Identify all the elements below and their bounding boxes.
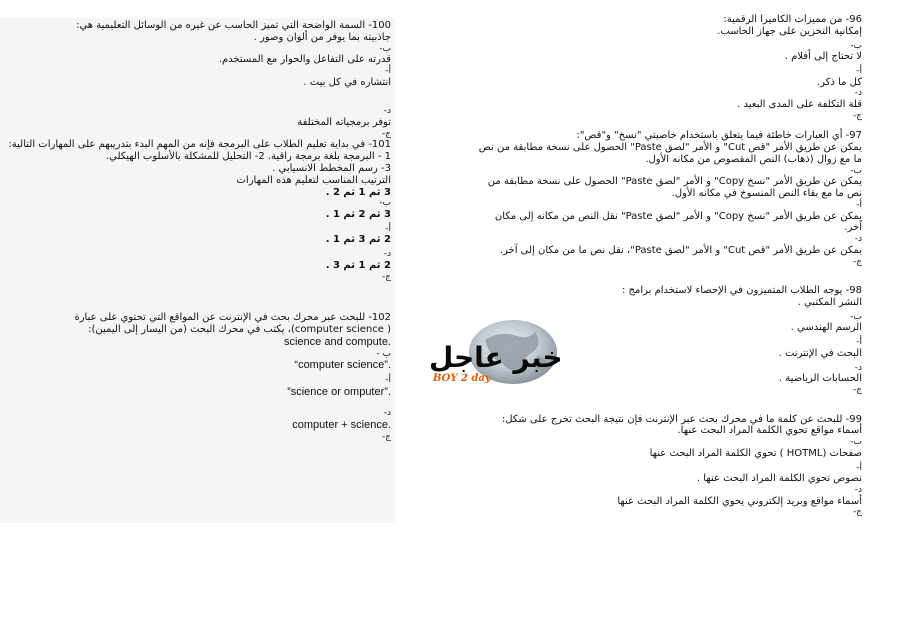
watermark-logo (425, 318, 590, 388)
q101-option-4: 2 ثم 1 ثم 3 . (325, 259, 391, 271)
q102-label-2: أ- (385, 375, 391, 386)
q99-option-1: أسماء مواقع تحوي الكلمة المراد البحث عنها. (677, 425, 862, 437)
q101-skill-1: 1 - البرمجة بلغة برمجة راقية. 2- التحليل للمشكلة بالأسلوب الهيكلي. (105, 151, 391, 163)
q101-option-3: 2 ثم 3 ثم 1 . (325, 234, 391, 246)
q101-label-3: د- (383, 249, 391, 260)
q98-option-4: الحسابات الرياضية . (778, 373, 862, 385)
q97-label-1: ب- (850, 165, 862, 176)
question-102-title-line2: ( computer science)، يكتب في محرك البحث (من اليسار إلى اليمين): (88, 324, 391, 336)
q102-option-4: computer + science. (292, 418, 391, 431)
question-97-title: 97- أي العبارات خاطئة فيما يتعلق باستخدام خاصيتي "نسخ" و"قص": (576, 130, 862, 142)
q101-label-1: ب- (379, 198, 391, 209)
q100-label-1: ب- (379, 43, 391, 54)
question-100-title: 100- السمة الواضحة التي تميز الحاسب عن غيره من الوسائل التعليمية هي: (76, 20, 391, 31)
q100-label-3: د- (383, 106, 391, 117)
q98-option-1: النشر المكتبي . (797, 297, 862, 309)
q101-order-intro: الترتيب المناسب لتعليم هذه المهارات (236, 174, 391, 186)
q101-option-2: 3 ثم 2 ثم 1 . (325, 209, 391, 221)
watermark-subtitle: BOY 2 day (433, 373, 491, 384)
q100-label-4: ج- (381, 128, 391, 139)
q101-label-2: أ- (385, 223, 391, 234)
q97-label-3: د- (854, 234, 862, 245)
question-96-title: 96- من مميزات الكاميرا الرقمية: (723, 14, 862, 25)
watermark-title (429, 341, 563, 374)
watermark-title-text: خبر عاجل (429, 341, 563, 374)
q99-label-3: د- (854, 485, 862, 496)
q100-option-4: توفر برمجياته المختلفة (297, 117, 391, 129)
q96-option-2: لا تحتاج إلى أفلام . (784, 51, 862, 63)
q97-label-2: أ- (856, 200, 862, 211)
q96-label-3: د- (854, 88, 862, 99)
right-column (478, 12, 866, 518)
q101-label-4: ج- (381, 271, 391, 282)
q96-option-3: كل ما ذكر. (816, 76, 862, 88)
q96-option-4: قلة التكلفة على المدى البعيد . (737, 99, 862, 111)
q102-label-3: د- (383, 407, 391, 418)
q97-option-3: يمكن عن طريق الأمر "نسخ Copy" و الأمر "لصق Paste" نقل النص من مكانه إلى مكان آخر. (494, 210, 862, 234)
q100-option-2: قدرته على التفاعل والحوار مع المستخدم. (218, 54, 391, 66)
q98-label-1: ب- (850, 311, 862, 322)
q99-option-4: أسماء مواقع وبريد إلكتروني يحوي الكلمة المراد البحث عنها (617, 495, 862, 507)
q99-option-3: نصوص تحوي الكلمة المراد البحث عنها . (696, 473, 862, 485)
q98-option-3: البحث في الإنترنت . (778, 347, 862, 359)
q98-option-2: الرسم الهندسي . (790, 322, 862, 334)
question-98-title: 98- يوجه الطلاب المتميزون في الإحصاء لاستخدام برامج : (621, 285, 862, 297)
q99-label-2: أ- (856, 462, 862, 473)
q98-label-4: ج- (852, 385, 862, 396)
q97-option-4: يمكن عن طريق الأمر "قص Cut" و الأمر "لصق Paste"، نقل نص ما من مكان إلى آخر. (499, 244, 862, 256)
q97-label-4: ج- (852, 256, 862, 267)
q96-option-1: إمكانية التخزين على جهاز الحاسب. (717, 25, 862, 37)
question-99-title: 99- للبحث عن كلمة ما في محرك بحث عبر الإنترنت فإن نتيجة البحث تخرج على شكل: (501, 413, 862, 425)
q101-option-1: 3 ثم 1 ثم 2 . (325, 186, 391, 198)
q100-label-2: أ- (385, 66, 391, 76)
q96-label-2: أ- (856, 66, 862, 76)
q100-option-3: انتشاره في كل بيت . (303, 76, 391, 88)
q98-label-3: د- (854, 362, 862, 373)
question-101-title: 101- في بداية تعليم الطلاب على البرمجة فإنه من المهم البدء بتدريبهم على المهارات التالية: (8, 139, 391, 151)
q99-label-4: ج- (852, 507, 862, 518)
q99-label-1: ب- (850, 437, 862, 448)
q102-option-1: science and compute. (283, 335, 391, 348)
question-102-title: 102- للبحث عبر محرك بحث في الإنترنت عن المواقع التي تحتوي على عبارة (74, 312, 391, 324)
q101-skill-2: 3- رسم المخطط الانسيابي . (272, 163, 391, 175)
q100-option-1: جاذبيته بما يوفر من ألوان وصور . (253, 31, 391, 43)
q102-label-4: ج- (381, 431, 391, 442)
q102-option-3: ”science or omputer”. (287, 385, 391, 398)
q97-option-1: يمكن عن طريق الأمر "قص Cut" و الأمر "لصق Paste" الحصول على نسخة مطابقة من نص ما مع زوال (ذهاب) النص المقصوص من مكانه الأول. (478, 142, 862, 166)
q102-option-2: “computer science”. (294, 359, 391, 372)
left-column (0, 18, 395, 523)
q97-option-2: يمكن عن طريق الأمر "نسخ Copy" و الأمر "لصق Paste" الحصول على نسخة مطابقة من نص ما مع بقاء النص المنسوخ في مكانه الأول. (487, 176, 862, 200)
q99-option-2: صفحات (HOTML ) تحوي الكلمة المراد البحث عنها (649, 447, 862, 459)
q98-label-2: أ- (856, 337, 862, 348)
q96-label-4: ج- (852, 110, 862, 121)
q96-label-1: ب- (850, 40, 862, 51)
q102-label-1: ب - (376, 348, 391, 359)
